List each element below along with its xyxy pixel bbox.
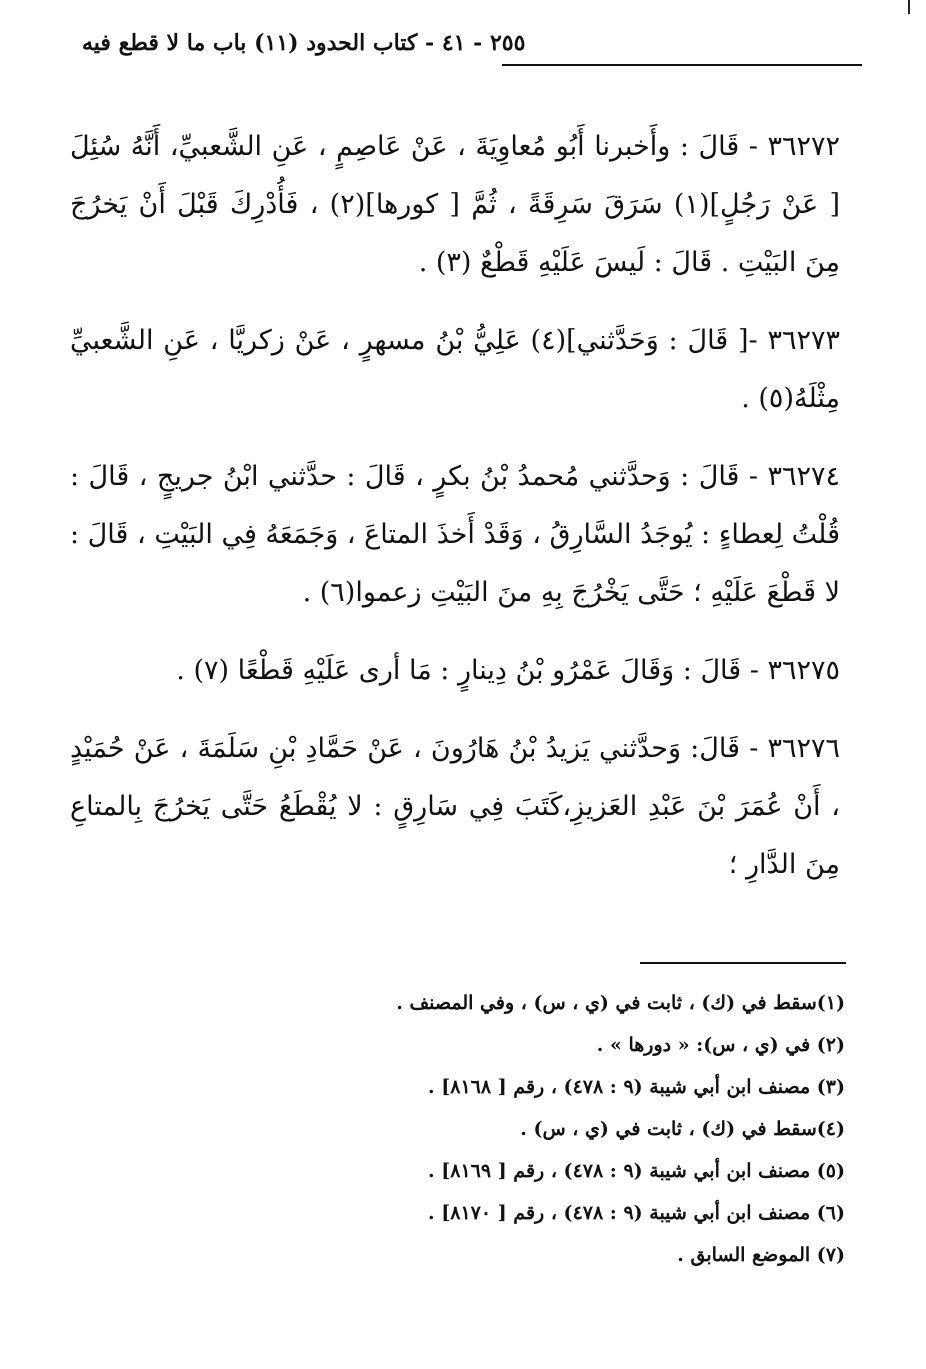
page-edge-mark <box>908 0 910 14</box>
footnote-5: (٥) مصنف ابن أبي شيبة (٩ : ٤٧٨) ، رقم [ ٨١٦٩] . <box>428 1160 845 1182</box>
running-header <box>82 30 862 70</box>
header-title: ٢٥٥ - ٤١ - كتاب الحدود (١١) باب ما لا قطع فيه <box>82 30 526 56</box>
footnote-6: (٦) مصنف ابن أبي شيبة (٩ : ٤٧٨) ، رقم [ ٨١٧٠] . <box>428 1202 845 1224</box>
footnotes <box>300 982 845 1276</box>
paragraph-36276: ٣٦٢٧٦ - قَالَ: وَحدَّثني يَزيدُ بْنُ هَارُونَ ، عَنْ حَمَّادِ بْنِ سَلَمَةَ ، عَنْ حُمَيْدٍ ، أَنْ عُمَرَ بْنَ عَبْدِ العَزيزِ،كَتَبَ فِي سَارِقٍ : لا يُقْطَعُ حَتَّى يَخرُجَ بِالمتاعِ مِنَ الدَّارِ ؛ <box>70 733 840 880</box>
footnote-2: (٢) في (ي ، س): « دورها » . <box>596 1034 845 1056</box>
footnote-separator <box>640 962 846 964</box>
paragraph-36274: ٣٦٢٧٤ - قَالَ : وَحدَّثني مُحمدُ بْنُ بكرٍ ، قَالَ : حدَّثني ابْنُ جريجٍ ، قَالَ : قُلْتُ لِعطاءٍ : يُوجَدُ السَّارِقُ ، وَقَدْ أَخذَ المتاعَ ، وَجَمَعَهُ فِي البَيْتِ ، قَالَ : لا قَطْعَ عَلَيْهِ ؛ حَتَّى يَخْرُجَ بِهِ منَ البَيْتِ زعموا(٦) . <box>70 461 840 608</box>
paragraph-36273: ٣٦٢٧٣ -[ قَالَ : وَحَدَّثني](٤) عَلِيُّ بْنُ مسهرٍ ، عَنْ زكريَّا ، عَنِ الشَّعبيِّ مِثْلَهُ(٥) . <box>70 325 840 414</box>
footnote-4: (٤)سقط في (ك) ، ثابت في (ي ، س) . <box>520 1118 845 1140</box>
footnote-1: (١)سقط في (ك) ، ثابت في (ي ، س) ، وفي المصنف . <box>396 992 845 1014</box>
paragraph-36275: ٣٦٢٧٥ - قَالَ : وَقَالَ عَمْرُو بْنُ دِينارٍ : مَا أرى عَلَيْهِ قَطْعًا (٧) . <box>176 655 840 686</box>
footnote-7: (٧) الموضع السابق . <box>677 1244 845 1266</box>
main-text <box>70 118 840 914</box>
paragraph-36272: ٣٦٢٧٢ - قَالَ : وأَخبرنا أَبُو مُعاوِيَةَ ، عَنْ عَاصِمٍ ، عَنِ الشَّعبيِّ، أَنَّهُ سُئِلَ [ عَنْ رَجُلٍ](١) سَرَقَ سَرِقَةً ، ثُمَّ [ كورها](٢) ، فَأُدْرِكَ قَبْلَ أَنْ يَخرُجَ مِنَ البَيْتِ . قَالَ : لَيسَ عَلَيْهِ قَطْعٌ (٣) . <box>70 131 840 278</box>
header-rule <box>502 64 862 66</box>
footnote-3: (٣) مصنف ابن أبي شيبة (٩ : ٤٧٨) ، رقم [ ٨١٦٨] . <box>428 1076 845 1098</box>
